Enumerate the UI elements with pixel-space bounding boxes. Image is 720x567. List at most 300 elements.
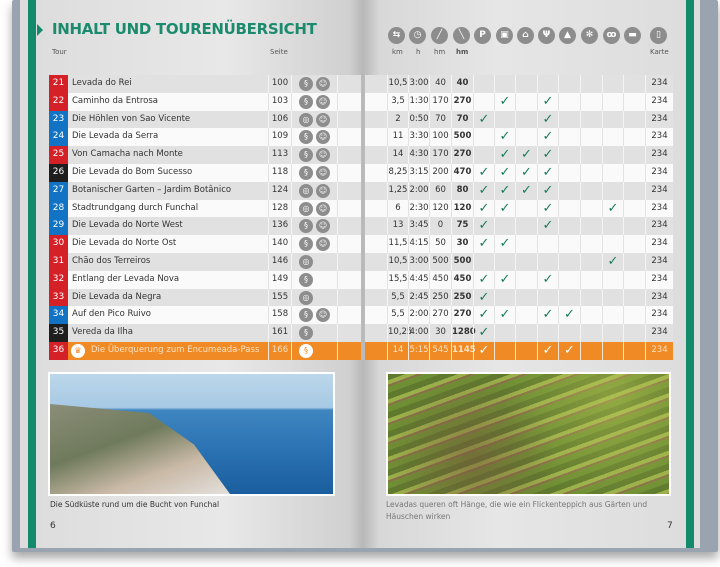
icon-cell bbox=[291, 182, 337, 200]
check-cell bbox=[473, 128, 494, 146]
path-route-icon: § bbox=[299, 308, 313, 322]
tour-name: Die Levada da Serra bbox=[72, 131, 159, 142]
bear-kids-icon: ☺ bbox=[316, 219, 330, 233]
tour-row[interactable] bbox=[49, 93, 361, 111]
tour-row-data bbox=[365, 271, 673, 289]
check-icon: ✓ bbox=[521, 147, 532, 163]
tour-map-page: 234 bbox=[645, 146, 673, 164]
tour-page: 124 bbox=[268, 182, 291, 200]
check-cell bbox=[473, 289, 494, 307]
check-icon: ✓ bbox=[499, 165, 511, 180]
blank-cell bbox=[337, 289, 361, 307]
check-cell bbox=[580, 75, 602, 93]
blank-cell bbox=[337, 200, 361, 218]
check-cell bbox=[473, 111, 494, 129]
path-route-icon: § bbox=[299, 344, 313, 358]
check-cell bbox=[558, 306, 580, 324]
check-cell bbox=[537, 342, 558, 360]
check-cell bbox=[515, 182, 537, 200]
round-route-icon: ◎ bbox=[299, 184, 313, 198]
tour-number: 29 bbox=[49, 217, 68, 235]
blank-cell bbox=[337, 182, 361, 200]
tour-map-page: 234 bbox=[645, 324, 673, 342]
tour-h: 3:15 bbox=[408, 164, 429, 182]
check-cell bbox=[580, 342, 602, 360]
check-icon: ✓ bbox=[564, 343, 575, 358]
tour-page: 109 bbox=[268, 128, 291, 146]
check-icon: ✓ bbox=[478, 111, 490, 127]
check-cell bbox=[602, 75, 623, 93]
tour-up: 450 bbox=[429, 271, 451, 289]
header-km: km bbox=[392, 48, 403, 56]
tour-km: 5,5 bbox=[387, 289, 408, 307]
left-green-bar bbox=[28, 0, 36, 548]
tour-down: 120 bbox=[451, 200, 473, 218]
tour-h: 4:30 bbox=[408, 146, 429, 164]
tour-row[interactable] bbox=[49, 182, 361, 200]
check-icon: ✓ bbox=[542, 343, 554, 358]
tour-row[interactable] bbox=[49, 253, 361, 271]
check-cell bbox=[602, 253, 623, 271]
check-cell bbox=[558, 200, 580, 218]
tour-up: 0 bbox=[429, 217, 451, 235]
blank-cell bbox=[337, 93, 361, 111]
tour-km: 14 bbox=[387, 146, 408, 164]
check-icon: ✓ bbox=[542, 271, 554, 287]
check-cell bbox=[558, 111, 580, 129]
check-cell bbox=[473, 182, 494, 200]
blank-cell bbox=[337, 253, 361, 271]
icon-cell bbox=[291, 75, 337, 93]
tour-row[interactable] bbox=[49, 306, 361, 324]
tour-h: 0:50 bbox=[408, 111, 429, 129]
tour-row-data bbox=[365, 289, 673, 307]
header-karte: Karte bbox=[650, 48, 669, 56]
check-cell bbox=[623, 75, 645, 93]
cable-car-icon: ⌂ bbox=[517, 27, 534, 44]
bear-kids-icon: ☺ bbox=[316, 308, 330, 322]
check-cell bbox=[623, 146, 645, 164]
check-icon: ✓ bbox=[499, 182, 511, 198]
path-route-icon: § bbox=[299, 148, 313, 162]
tour-row-data bbox=[365, 75, 673, 93]
bear-kids-icon: ☺ bbox=[316, 184, 330, 198]
check-cell bbox=[602, 146, 623, 164]
tour-row[interactable] bbox=[49, 324, 361, 342]
check-cell bbox=[580, 111, 602, 129]
tour-number: 21 bbox=[49, 75, 68, 93]
check-cell bbox=[494, 235, 515, 253]
check-cell bbox=[494, 164, 515, 182]
check-icon: ✓ bbox=[607, 254, 619, 269]
check-cell bbox=[623, 324, 645, 342]
check-cell bbox=[580, 306, 602, 324]
tour-row[interactable] bbox=[49, 235, 361, 253]
tour-km: 10,5 bbox=[387, 75, 408, 93]
tour-up: 120 bbox=[429, 200, 451, 218]
tour-row-data bbox=[365, 182, 673, 200]
check-cell bbox=[537, 235, 558, 253]
bus-icon: ▣ bbox=[496, 27, 513, 44]
tour-row-data bbox=[365, 164, 673, 182]
tour-row[interactable] bbox=[49, 146, 361, 164]
icon-cell bbox=[291, 164, 337, 182]
signpost-icon: ⇆ bbox=[388, 27, 405, 44]
icon-cell bbox=[291, 324, 337, 342]
path-route-icon: § bbox=[299, 219, 313, 233]
check-cell bbox=[623, 342, 645, 360]
check-cell bbox=[537, 271, 558, 289]
tour-number: 35 bbox=[49, 324, 68, 342]
icon-cell bbox=[291, 200, 337, 218]
check-cell bbox=[558, 75, 580, 93]
tour-page: 136 bbox=[268, 217, 291, 235]
bear-kids-icon: ☺ bbox=[316, 237, 330, 251]
tour-name: Von Camacha nach Monte bbox=[72, 149, 183, 160]
tour-row[interactable] bbox=[49, 271, 361, 289]
crown-icon: ♛ bbox=[71, 344, 85, 358]
check-icon: ✓ bbox=[499, 129, 511, 145]
tour-map-page: 234 bbox=[645, 75, 673, 93]
header-seite: Seite bbox=[270, 48, 288, 56]
tour-h: 5:15 bbox=[408, 342, 429, 360]
tour-name: Die Levada do Bom Sucesso bbox=[72, 167, 193, 177]
check-cell bbox=[515, 342, 537, 360]
check-icon: ✓ bbox=[542, 307, 554, 323]
check-cell bbox=[515, 306, 537, 324]
tour-up: 270 bbox=[429, 306, 451, 324]
check-cell bbox=[623, 182, 645, 200]
tour-up: 30 bbox=[429, 324, 451, 342]
tour-h: 4:00 bbox=[408, 324, 429, 342]
path-route-icon: § bbox=[299, 273, 313, 287]
check-cell bbox=[494, 146, 515, 164]
check-cell bbox=[494, 289, 515, 307]
tour-name: Die Höhlen von Sao Vicente bbox=[72, 113, 191, 124]
check-cell bbox=[494, 200, 515, 218]
tour-row[interactable] bbox=[49, 342, 361, 360]
check-cell bbox=[494, 93, 515, 111]
tour-row[interactable] bbox=[49, 128, 361, 146]
check-cell bbox=[537, 75, 558, 93]
tour-down: 30 bbox=[451, 235, 473, 253]
check-icon: ✓ bbox=[521, 182, 532, 198]
bed-icon: ▬ bbox=[624, 27, 641, 44]
tour-down: 70 bbox=[451, 111, 473, 129]
tour-km: 11,5 bbox=[387, 235, 408, 253]
tour-row-data bbox=[365, 324, 673, 342]
tour-km: 5,5 bbox=[387, 306, 408, 324]
check-cell bbox=[602, 200, 623, 218]
check-icon: ✓ bbox=[478, 200, 490, 216]
blank-cell bbox=[337, 271, 361, 289]
check-cell bbox=[537, 200, 558, 218]
check-cell bbox=[494, 306, 515, 324]
bear-kids-icon: ☺ bbox=[316, 166, 330, 180]
tour-map-page: 234 bbox=[645, 111, 673, 129]
check-cell bbox=[580, 164, 602, 182]
tour-name: Chão dos Terreiros bbox=[72, 256, 151, 266]
tour-km: 14 bbox=[387, 342, 408, 360]
check-cell bbox=[494, 324, 515, 342]
map-icon: ▯ bbox=[650, 27, 667, 44]
check-cell bbox=[473, 253, 494, 271]
tour-page: 128 bbox=[268, 200, 291, 218]
check-cell bbox=[580, 217, 602, 235]
check-cell bbox=[515, 271, 537, 289]
tour-row-data bbox=[365, 253, 673, 271]
tour-km: 10,5 bbox=[387, 253, 408, 271]
check-icon: ✓ bbox=[478, 182, 490, 198]
tour-number: 25 bbox=[49, 146, 68, 164]
check-cell bbox=[515, 289, 537, 307]
page-number-left: 6 bbox=[50, 521, 56, 531]
check-cell bbox=[537, 306, 558, 324]
check-cell bbox=[473, 306, 494, 324]
tour-km: 3,5 bbox=[387, 93, 408, 111]
tour-number: 22 bbox=[49, 93, 68, 111]
check-cell bbox=[515, 217, 537, 235]
tour-up: 60 bbox=[429, 182, 451, 200]
tour-number: 33 bbox=[49, 289, 68, 307]
check-cell bbox=[580, 253, 602, 271]
check-cell bbox=[623, 128, 645, 146]
tour-map-page: 234 bbox=[645, 200, 673, 218]
tour-h: 2:00 bbox=[408, 306, 429, 324]
tour-map-page: 234 bbox=[645, 253, 673, 271]
icon-cell bbox=[291, 235, 337, 253]
check-cell bbox=[602, 324, 623, 342]
icon-cell bbox=[291, 342, 337, 360]
caption-right: Levadas queren oft Hänge, die wie ein Flickenteppich aus Gärten und Häuschen wirken bbox=[386, 500, 648, 521]
icon-cell bbox=[291, 217, 337, 235]
check-cell bbox=[602, 271, 623, 289]
header-hm-down: hm bbox=[456, 48, 469, 56]
tour-row[interactable] bbox=[49, 75, 361, 93]
snowflake-icon: ✻ bbox=[581, 27, 598, 44]
check-cell bbox=[558, 217, 580, 235]
check-cell bbox=[580, 324, 602, 342]
check-cell bbox=[515, 253, 537, 271]
tour-number: 36 bbox=[49, 342, 68, 360]
check-cell bbox=[473, 271, 494, 289]
check-icon: ✓ bbox=[542, 93, 554, 109]
check-cell bbox=[473, 164, 494, 182]
page-number-right: 7 bbox=[667, 521, 673, 531]
tour-down: 1145 bbox=[451, 342, 473, 360]
caption-left: Die Südküste rund um die Bucht von Funchal bbox=[50, 500, 220, 509]
tour-down: 75 bbox=[451, 217, 473, 235]
tour-h: 2:30 bbox=[408, 200, 429, 218]
check-icon: ✓ bbox=[542, 218, 554, 234]
tour-up: 250 bbox=[429, 289, 451, 307]
blank-cell bbox=[337, 128, 361, 146]
parking-icon: P bbox=[474, 27, 491, 44]
check-cell bbox=[558, 164, 580, 182]
tour-up: 500 bbox=[429, 253, 451, 271]
tour-row[interactable] bbox=[49, 217, 361, 235]
tour-row-data bbox=[365, 235, 673, 253]
check-cell bbox=[537, 111, 558, 129]
check-cell bbox=[537, 217, 558, 235]
blank-cell bbox=[337, 235, 361, 253]
check-icon: ✓ bbox=[521, 165, 532, 180]
tour-map-page: 234 bbox=[645, 306, 673, 324]
check-cell bbox=[580, 271, 602, 289]
photo-terraced-slopes bbox=[386, 372, 671, 496]
tour-down: 270 bbox=[451, 93, 473, 111]
check-icon: ✓ bbox=[478, 307, 490, 323]
check-cell bbox=[602, 342, 623, 360]
check-cell bbox=[558, 324, 580, 342]
check-cell bbox=[537, 289, 558, 307]
check-cell bbox=[580, 93, 602, 111]
tour-row[interactable] bbox=[49, 164, 361, 182]
check-cell bbox=[558, 342, 580, 360]
icon-cell bbox=[291, 93, 337, 111]
check-cell bbox=[602, 164, 623, 182]
bear-kids-icon: ☺ bbox=[316, 148, 330, 162]
round-route-icon: ◎ bbox=[299, 255, 313, 269]
check-cell bbox=[623, 200, 645, 218]
tour-down: 450 bbox=[451, 271, 473, 289]
tour-h: 1:30 bbox=[408, 93, 429, 111]
tour-number: 23 bbox=[49, 111, 68, 129]
tour-name: Caminho da Entrosa bbox=[72, 95, 159, 106]
check-cell bbox=[602, 93, 623, 111]
tour-up: 70 bbox=[429, 111, 451, 129]
tour-up: 100 bbox=[429, 128, 451, 146]
tour-name: Die Levada do Norte West bbox=[72, 220, 183, 231]
tour-up: 170 bbox=[429, 93, 451, 111]
check-icon: ✓ bbox=[478, 218, 490, 234]
path-route-icon: § bbox=[299, 166, 313, 180]
tour-down: 500 bbox=[451, 128, 473, 146]
tour-page: 106 bbox=[268, 111, 291, 129]
tour-page: 166 bbox=[268, 342, 291, 360]
check-cell bbox=[580, 128, 602, 146]
check-cell bbox=[558, 271, 580, 289]
icon-cell bbox=[291, 306, 337, 324]
tour-h: 4:15 bbox=[408, 235, 429, 253]
tour-km: 11 bbox=[387, 128, 408, 146]
check-cell bbox=[580, 182, 602, 200]
icon-cell bbox=[291, 128, 337, 146]
tour-page: 118 bbox=[268, 164, 291, 182]
tour-down: 40 bbox=[451, 75, 473, 93]
check-cell bbox=[515, 164, 537, 182]
path-route-icon: § bbox=[299, 326, 313, 340]
check-cell bbox=[473, 200, 494, 218]
icon-cell bbox=[291, 146, 337, 164]
tour-row-data bbox=[365, 111, 673, 129]
tour-row[interactable] bbox=[49, 200, 361, 218]
check-cell bbox=[537, 182, 558, 200]
blank-cell bbox=[337, 306, 361, 324]
tour-page: 103 bbox=[268, 93, 291, 111]
tour-h: 3:30 bbox=[408, 128, 429, 146]
check-cell bbox=[602, 182, 623, 200]
tour-h: 2:45 bbox=[408, 289, 429, 307]
tour-row[interactable] bbox=[49, 289, 361, 307]
tour-number: 32 bbox=[49, 271, 68, 289]
check-cell bbox=[623, 93, 645, 111]
tour-name: Die Levada da Negra bbox=[72, 291, 162, 302]
check-cell bbox=[494, 128, 515, 146]
tour-km: 13 bbox=[387, 217, 408, 235]
check-cell bbox=[558, 128, 580, 146]
bear-kids-icon: ☺ bbox=[316, 202, 330, 216]
tour-name: Botanischer Garten – Jardim Botânico bbox=[72, 184, 232, 195]
check-cell bbox=[515, 93, 537, 111]
blank-cell bbox=[337, 75, 361, 93]
tour-row-data bbox=[365, 146, 673, 164]
check-cell bbox=[494, 182, 515, 200]
icon-cell bbox=[291, 111, 337, 129]
tour-up: 50 bbox=[429, 235, 451, 253]
round-route-icon: ◎ bbox=[299, 202, 313, 216]
tour-up: 40 bbox=[429, 75, 451, 93]
tour-down: 250 bbox=[451, 289, 473, 307]
check-cell bbox=[473, 146, 494, 164]
tour-map-page: 234 bbox=[645, 289, 673, 307]
check-cell bbox=[558, 146, 580, 164]
check-icon: ✓ bbox=[499, 236, 511, 252]
check-cell bbox=[494, 342, 515, 360]
check-cell bbox=[473, 324, 494, 342]
check-cell bbox=[515, 324, 537, 342]
check-cell bbox=[623, 164, 645, 182]
tour-h: 3:00 bbox=[408, 75, 429, 93]
tour-page: 113 bbox=[268, 146, 291, 164]
check-icon: ✓ bbox=[478, 343, 490, 358]
check-icon: ✓ bbox=[499, 271, 511, 287]
check-cell bbox=[602, 306, 623, 324]
check-cell bbox=[558, 253, 580, 271]
check-cell bbox=[623, 306, 645, 324]
photo-funchal-coast bbox=[48, 372, 335, 496]
blank-cell bbox=[337, 111, 361, 129]
check-cell bbox=[558, 235, 580, 253]
tour-page: 158 bbox=[268, 306, 291, 324]
tour-row-data bbox=[365, 200, 673, 218]
tour-up: 545 bbox=[429, 342, 451, 360]
tour-row[interactable] bbox=[49, 111, 361, 129]
check-icon: ✓ bbox=[542, 129, 554, 145]
tour-page: 100 bbox=[268, 75, 291, 93]
tour-page: 149 bbox=[268, 271, 291, 289]
tour-map-page: 234 bbox=[645, 235, 673, 253]
check-icon: ✓ bbox=[499, 200, 511, 216]
tour-number: 34 bbox=[49, 306, 68, 324]
tour-km: 15,5 bbox=[387, 271, 408, 289]
tour-down: 470 bbox=[451, 164, 473, 182]
tour-km: 10,25 bbox=[387, 324, 408, 342]
header-h: h bbox=[416, 48, 421, 56]
tour-name: Die Überquerung zum Encumeada-Pass bbox=[91, 345, 260, 355]
tour-row-data bbox=[365, 342, 673, 360]
tour-h: 2:00 bbox=[408, 182, 429, 200]
blank-cell bbox=[337, 324, 361, 342]
check-icon: ✓ bbox=[499, 147, 511, 163]
check-cell bbox=[515, 75, 537, 93]
check-cell bbox=[558, 182, 580, 200]
blank-cell bbox=[337, 342, 361, 360]
check-cell bbox=[580, 200, 602, 218]
tour-row-data bbox=[365, 128, 673, 146]
tour-page: 140 bbox=[268, 235, 291, 253]
tour-row-data bbox=[365, 217, 673, 235]
